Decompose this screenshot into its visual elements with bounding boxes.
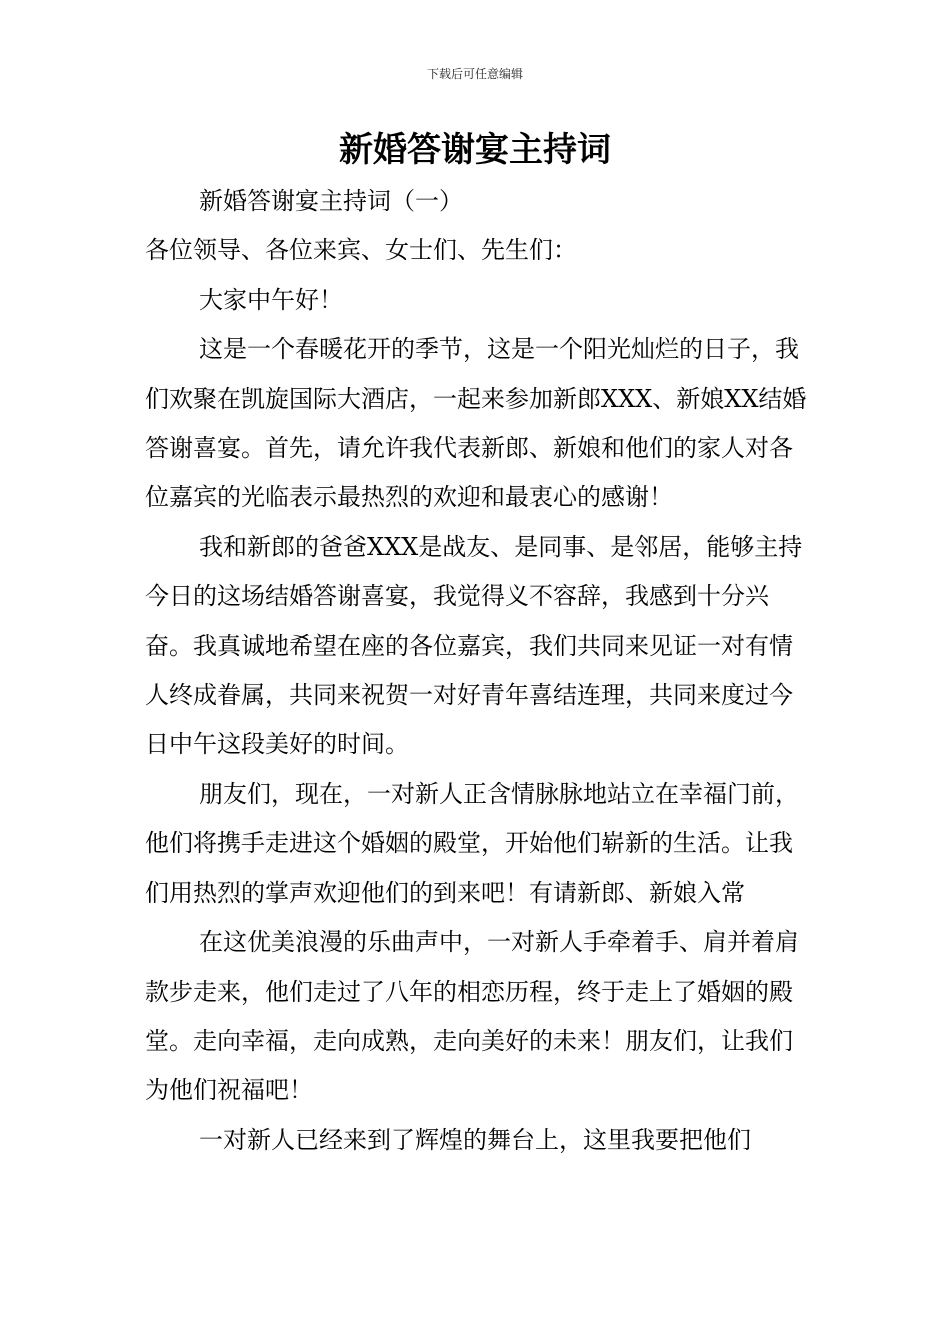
paragraph-greeting: 大家中午好！ [199,285,343,314]
paragraph-salutation: 各位领导、各位来宾、女士们、先生们： [145,236,577,265]
paragraph-welcome: 这是一个春暖花开的季节，这是一个阳光灿烂的日子，我们欢聚在凯旋国际大酒店，一起来参加新郎XXX、新娘XX结婚答谢喜宴。首先，请允许我代表新郎、新娘和他们的家人对各位嘉宾的光临表示最热烈的欢迎和最衷心的感谢！ [145,335,807,512]
document-body [145,177,815,1165]
header-note: 下载后可任意编辑 [426,67,523,81]
paragraph-entrance: 朋友们，现在，一对新人正含情脉脉地站立在幸福门前，他们将携手走进这个婚姻的殿堂，开始他们崭新的生活。让我们用热烈的掌声欢迎他们的到来吧！有请新郎、新娘入常 [145,779,799,907]
paragraph-host-intro: 我和新郎的爸爸XXX是战友、是同事、是邻居，能够主持今日的这场结婚答谢喜宴，我觉得义不容辞，我感到十分兴奋。我真诚地希望在座的各位嘉宾，我们共同来见证一对有情人终成眷属，共同来祝贺一对好青年喜结连理，共同来度过今日中午这段美好的时间。 [145,532,803,759]
paragraph-procession: 在这优美浪漫的乐曲声中，一对新人手牵着手、肩并着肩款步走来，他们走过了八年的相恋历程，终于走上了婚姻的殿堂。走向幸福，走向成熟，走向美好的未来！朋友们，让我们为他们祝福吧！ [145,928,799,1105]
paragraph-stage: 一对新人已经来到了辉煌的舞台上，这里我要把他们 [199,1125,751,1154]
page-title: 新婚答谢宴主持词 [339,130,611,170]
paragraph-subtitle: 新婚答谢宴主持词（一） [199,187,463,215]
